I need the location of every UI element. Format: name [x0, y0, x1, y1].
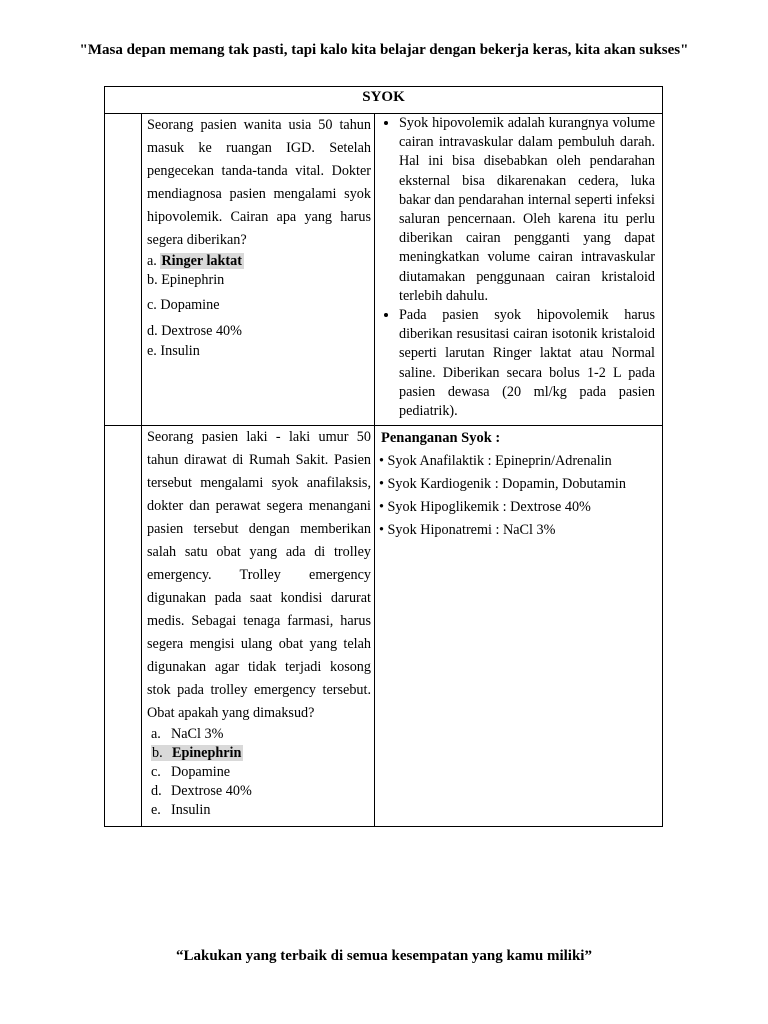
row-number-cell	[105, 114, 142, 426]
explanation-cell	[375, 114, 663, 426]
header-quote: "Masa depan memang tak pasti, tapi kalo kita belajar dengan bekerja keras, kita akan sukses"	[79, 42, 689, 58]
correct-answer-highlight: Ringer laktat	[161, 253, 242, 269]
option-label: e.	[151, 802, 161, 819]
option-a	[147, 725, 371, 744]
treatment-item	[379, 473, 658, 496]
option-e	[147, 801, 371, 820]
option-a	[147, 252, 371, 271]
option-label: e.	[147, 343, 157, 359]
treatment-item	[379, 450, 658, 473]
option-c	[147, 763, 371, 782]
treatment-cell	[375, 426, 663, 827]
answer-options	[142, 252, 374, 367]
bullet-icon: •	[379, 522, 384, 539]
option-d	[147, 782, 371, 801]
option-text: Dextrose 40%	[171, 783, 252, 800]
option-text: Insulin	[171, 802, 211, 819]
question-cell	[142, 114, 375, 426]
question-text: Seorang pasien wanita usia 50 tahun masuk ke ruangan IGD. Setelah pengecekan tanda-tanda vital. Dokter mendiagnosa pasien mengalami syok hipovolemik. Cairan apa yang harus segera diberikan?	[147, 117, 371, 248]
treatment-text: Syok Anafilaktik : Epineprin/Adrenalin	[387, 453, 612, 470]
option-b	[147, 744, 371, 763]
table-row	[105, 426, 663, 827]
option-label: a.	[151, 726, 161, 743]
bullet-icon: •	[379, 476, 384, 493]
table-title: SYOK	[105, 87, 663, 114]
treatment-heading: Penanganan Syok :	[381, 430, 501, 447]
option-label: c.	[151, 764, 161, 781]
option-d	[147, 321, 371, 342]
option-label: a.	[147, 253, 157, 269]
footer-quote: “Lakukan yang terbaik di semua kesempatan yang kamu miliki”	[176, 948, 592, 964]
explanation-list	[375, 114, 662, 425]
bullet-icon: •	[379, 453, 384, 470]
table-row	[105, 114, 663, 426]
treatment-text: Syok Kardiogenik : Dopamin, Dobutamin	[387, 476, 626, 493]
option-text: Dextrose 40%	[161, 323, 242, 339]
option-label: b.	[152, 745, 163, 762]
answer-options	[142, 725, 374, 826]
question-cell	[142, 426, 375, 827]
option-text: Dopamine	[171, 764, 231, 781]
option-text: Epinephrin	[172, 745, 242, 762]
option-label: d.	[147, 323, 158, 339]
option-c	[147, 295, 371, 316]
explanation-item: • Syok hipovolemik adalah kurangnya volume cairan intravaskular dalam pembuluh darah. Hal ini bisa disebabkan oleh pendarahan eksternal bisa dikarenakan cedera, luka bakar dan pendarahan internal seperti infeksi saluran pencernaan. Oleh karena itu perlu diberikan cairan pengganti yang dapat meningkatkan volume cairan intravaskular diutamakan penggunaan cairan kristaloid terlebih dahulu.	[399, 114, 655, 306]
correct-answer-highlight	[151, 745, 243, 761]
treatment-item	[379, 519, 658, 542]
table-title-row	[105, 87, 663, 114]
treatment-list	[375, 448, 662, 542]
option-e	[147, 342, 371, 361]
treatment-item	[379, 496, 658, 519]
option-text: Insulin	[160, 343, 200, 359]
option-text: Epinephrin	[161, 272, 225, 288]
treatment-text: Syok Hipoglikemik : Dextrose 40%	[387, 499, 591, 516]
option-b	[147, 271, 371, 290]
option-label: b.	[147, 272, 158, 288]
option-label: c.	[147, 297, 157, 313]
option-label: d.	[151, 783, 162, 800]
treatment-text: Syok Hiponatremi : NaCl 3%	[387, 522, 556, 539]
option-text: NaCl 3%	[171, 726, 224, 743]
question-text: Seorang pasien laki - laki umur 50 tahun dirawat di Rumah Sakit. Pasien tersebut mengalami syok anafilaksis, dokter dan perawat segera menangani pasien tersebut dengan memberikan salah satu obat yang ada di trolley emergency. Trolley emergency digunakan pada saat kondisi darurat medis. Sebagai tenaga farmasi, harus segera mengisi ulang obat yang telah digunakan agar tidak terjadi kosong stok pada trolley emergency tersebut. Obat apakah yang dimaksud?	[147, 429, 371, 722]
bullet-icon: •	[379, 499, 384, 516]
option-text: Dopamine	[160, 297, 220, 313]
syok-table	[104, 86, 663, 827]
explanation-item: • Pada pasien syok hipovolemik harus diberikan resusitasi cairan isotonik kristaloid seperti larutan Ringer laktat atau Normal saline. Diberikan secara bolus 1-2 L pada pasien dewasa (20 ml/kg pada pasien pediatrik).	[399, 306, 655, 421]
row-number-cell	[105, 426, 142, 827]
